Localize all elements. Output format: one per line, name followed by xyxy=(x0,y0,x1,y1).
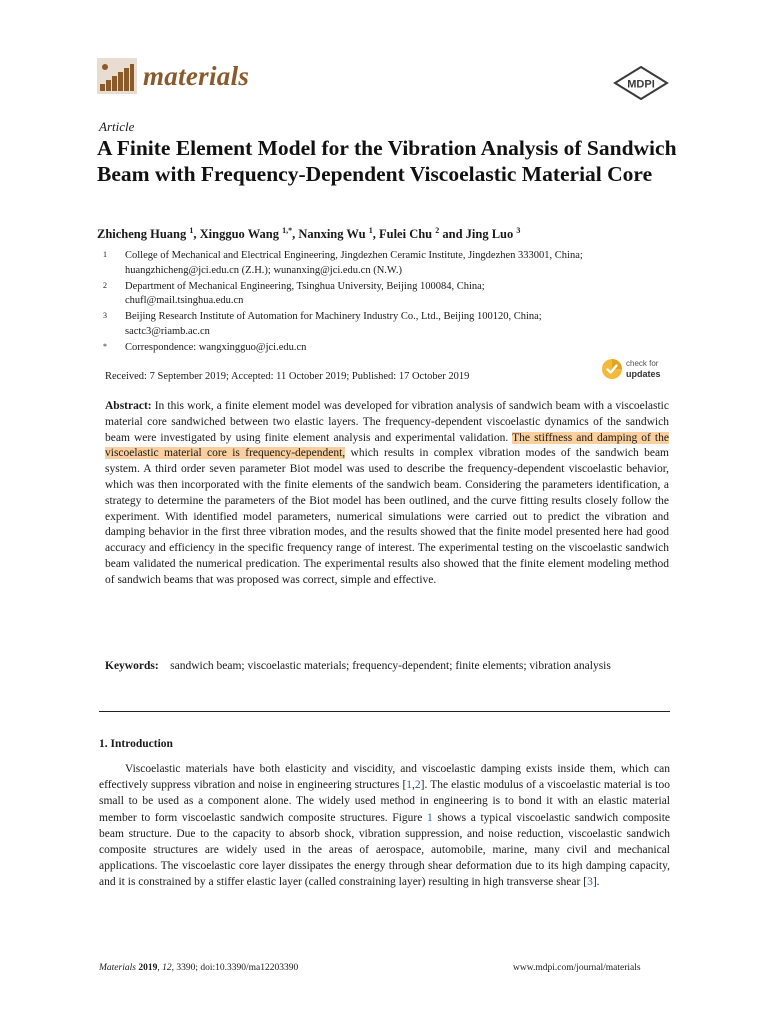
author-name: Jing Luo xyxy=(465,227,514,242)
citation-link[interactable]: 1 xyxy=(406,779,413,792)
affiliation-line: College of Mechanical and Electrical Engineering, Jingdezhen Ceramic Institute, Jingdezhen 333001, China; xyxy=(125,250,583,261)
check-updates-icon xyxy=(601,358,623,380)
author-name: Zhicheng Huang xyxy=(97,227,187,242)
affiliation-emails: sactc3@riamb.ac.cn xyxy=(125,325,210,337)
author-separator: , xyxy=(372,227,379,242)
abstract-highlight: The stiffness and damping of the viscoelastic material core is frequency-dependent, xyxy=(105,431,669,460)
affiliation-line: Beijing Research Institute of Automation for Machinery Industry Co., Ltd., Beijing 100120, China; xyxy=(125,311,542,322)
footer-volume: 12 xyxy=(162,963,172,973)
author-separator: , xyxy=(193,227,200,242)
author-name: Xingguo Wang xyxy=(199,227,279,242)
mdpi-logo-icon xyxy=(613,66,669,100)
author-affiliation-mark: 1 xyxy=(368,226,373,235)
author-name: Nanxing Wu xyxy=(298,227,366,242)
correspondence xyxy=(103,341,683,356)
footer-citation: Materials 2019, 12, 3390; doi:10.3390/ma12203390 xyxy=(99,963,299,973)
mdpi-logo-text: MDPI xyxy=(627,78,655,91)
author-affiliation-mark: 3 xyxy=(516,226,521,235)
affiliation xyxy=(103,280,683,309)
section-divider xyxy=(99,711,670,712)
check-updates-line2: updates xyxy=(626,369,661,379)
footer-doi: , 3390; doi:10.3390/ma12203390 xyxy=(171,963,299,973)
journal-logo xyxy=(97,58,249,94)
author-list xyxy=(97,226,677,242)
abstract-text: which results in complex vibration modes of the sandwich beam system. A third order seven parameter Biot model was used to describe the frequency-dependent viscoelastic behavior, which was then incorporated with the finite elements of the sandwich beam. Considering the parameters identification, a strategy to determine the parameters of the Biot model has been outlined, and the curve fitting results closely follow the experiment. With identified model parameters, numerical simulations were carried out to predict the vibration and damping behavior in the first three vibration modes, and the results showed that the finite model presented here had good accuracy and efficiency in the specific frequency range of interest. The experimental testing on the viscoelastic sandwich beam validated the numerical predication. The experimental results also showed that the finite element modeling method of sandwich beams that was proposed was correct, simple and effective. xyxy=(105,447,669,586)
abstract-label: Abstract: xyxy=(105,400,152,412)
journal-name: materials xyxy=(143,60,250,91)
affiliation xyxy=(103,310,683,339)
author-name: Fulei Chu xyxy=(379,227,433,242)
intro-text: shows a typical viscoelastic sandwich composite beam structure. Due to the capacity to absorb shock, vibration suppression, and noise reduction, viscoelastic sandwich composite structures are widely used in the areas of aerospace, automobile, marine, many civil and mechanical applications. The viscoelastic core layer dissipates the energy through shear deformation due to its high damping capacity, and it is constrained by a stiffer elastic layer (called constraining layer) resulting in high transverse shear [ xyxy=(99,811,670,889)
author-affiliation-mark: 1,* xyxy=(282,226,293,235)
affiliation-number: 2 xyxy=(103,280,107,290)
author-separator: and xyxy=(439,227,466,242)
keywords-text: sandwich beam; viscoelastic materials; frequency-dependent; finite elements; vibration analysis xyxy=(170,660,611,672)
affiliation-emails: huangzhicheng@jci.edu.cn (Z.H.); wunanxing@jci.edu.cn (N.W.) xyxy=(125,264,402,276)
materials-logo-icon xyxy=(97,58,137,94)
author-affiliation-mark: 2 xyxy=(435,226,440,235)
check-updates-line1: check for xyxy=(626,359,659,368)
intro-text: Viscoelastic materials have both elasticity and viscidity, and viscoelastic damping exists inside them, which can effectively suppress vibration and noise in engineering structures [ xyxy=(99,763,670,792)
footer-journal: Materials xyxy=(99,963,136,973)
introduction-paragraph xyxy=(99,761,670,891)
affiliation-number: 3 xyxy=(103,311,107,320)
affiliation-list xyxy=(103,249,683,355)
affiliation-emails: chufl@mail.tsinghua.edu.cn xyxy=(125,295,244,306)
paper-title: A Finite Element Model for the Vibration Analysis of Sandwich Beam with Frequency-Dependent Viscoelastic Material Core xyxy=(97,136,677,186)
footer-url[interactable]: www.mdpi.com/journal/materials xyxy=(513,963,641,973)
keywords-label: Keywords: xyxy=(105,660,159,672)
author-affiliation-mark: 1 xyxy=(189,226,194,235)
section-heading: 1. Introduction xyxy=(99,738,173,750)
article-type: Article xyxy=(99,119,135,134)
footer-year: 2019 xyxy=(138,963,158,973)
abstract-text: In this work, a finite element model was developed for vibration analysis of sandwich beam with a viscoelastic material core sandwiched between two elastic layers. The frequency-dependent viscoelastic dynamics of the sandwich beam were investigated by using finite element analysis and experimental validation. xyxy=(105,400,669,444)
figure-link[interactable]: 1 xyxy=(426,811,433,824)
citation-link[interactable]: 2 xyxy=(414,779,421,792)
keywords xyxy=(105,659,669,675)
correspondence-mark: * xyxy=(103,341,107,351)
affiliation-line: Department of Mechanical Engineering, Tsinghua University, Beijing 100084, China; xyxy=(125,280,485,292)
abstract xyxy=(105,399,669,589)
intro-text: ]. xyxy=(592,876,600,889)
author-separator: , xyxy=(292,227,299,242)
citation-link[interactable]: 3 xyxy=(587,876,593,889)
publication-dates: Received: 7 September 2019; Accepted: 11 October 2019; Published: 17 October 2019 xyxy=(105,371,470,382)
intro-text: ]. The elastic modulus of a viscoelastic material is too small to be used as a component alone. The widely used method in engineering is to bond it with an elastic material member to form viscoelastic sandwich composite structures. Figure xyxy=(99,779,671,824)
citation-separator: , xyxy=(412,779,415,792)
check-for-updates-badge[interactable] xyxy=(601,358,661,380)
correspondence-text: Correspondence: wangxingguo@jci.edu.cn xyxy=(125,341,307,353)
affiliation xyxy=(103,249,683,278)
affiliation-number: 1 xyxy=(103,250,107,259)
